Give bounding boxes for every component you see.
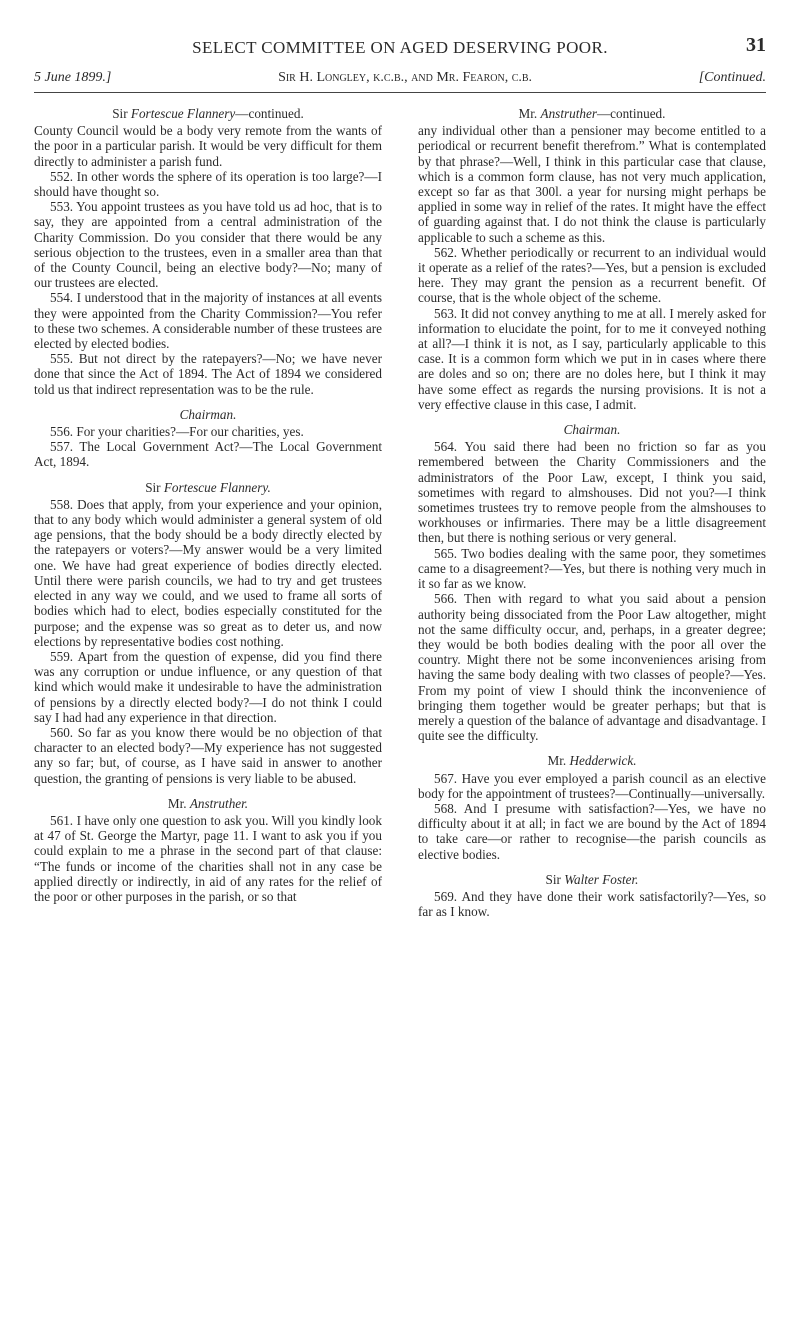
speaker-name: Fortescue Flannery [130,106,236,121]
testimony-paragraph: 559. Apart from the question of expense, did you find there was any corruption or undue influence, or any question of that kind which would make it undesirable to have the administration of pensions by a directly elected body?—I do not think I could say I had had any experience in that direction. [34,648,382,725]
testimony-paragraph: 569. And they have done their work satisfactorily?—Yes, so far as I know. [418,888,766,920]
running-head: SELECT COMMITTEE ON AGED DESERVING POOR. [192,38,608,57]
testimony-paragraph: 554. I understood that in the majority of instances at all events they were appointed from the Charity Commission?—You refer to these two schemes. A considerable number of these trustees are elected by elected bodies. [34,290,382,352]
right-column [418,106,766,919]
speaker-suffix: —continued. [596,106,666,121]
speaker-prefix: Sir [145,479,164,495]
testimony-paragraph: 562. Whether periodically or recurrent to an individual would it operate as a relief of the rates?—Yes, but a pension is excluded here. They may grant the pension as a recurrent benefit. Of course, that is the whole object of the scheme. [418,244,766,306]
speaker-suffix: —continued. [235,106,304,121]
testimony-paragraph: 558. Does that apply, from your experience and your opinion, that to any body which would administer a general system of old age pensions, that the body should be a body directly elected by the ratepayers or voters?—My answer would be a very limited one. We have had great experience of bodies directly elected. Until there were parish councils, we had to try and get trustees elected in any way we could, and we used to frame all sorts of bodies which had to elect, bodies especially constituted for the purpose; and the expense was so great as to deter us, and now elections by representative bodies cost nothing. [34,496,382,649]
page-number: 31 [746,34,766,56]
speaker-heading [34,480,382,495]
speaker-prefix: Sir [112,106,131,121]
testimony-paragraph: 555. But not direct by the ratepayers?—No; we have never done that since the Act of 1894. The Act of 1894 we considered told us that indirect representation was to be the rule. [34,351,382,397]
speaker-name: Walter Foster. [564,871,639,887]
speaker-name: Chairman. [563,422,621,438]
testimony-paragraph: 553. You appoint trustees as you have told us ad hoc, that is to say, they are appointed from a central administration of the Charity Commission. Do you consider that there would be any serious objection to the trustees, even in a smaller area than that of the County Council, being an elective body?—No; many of our trustees are elected. [34,199,382,291]
speaker-heading [418,753,766,768]
testimony-paragraph: 564. You said there had been no friction so far as you remembered between the Charity Commissioners and the administrators of the Poor Law, except, I think you said, sometimes with regard to almshouses. Did not you?—I think sometimes trustees try to remove people from the almshouses to workhouses or infirmaries. There may be a little disagreement then, but there is nothing serious or very general. [418,439,766,546]
speaker-name: Chairman. [179,406,237,422]
testimony-paragraph: 556. For your charities?—For our charities, yes. [50,424,304,440]
left-column [34,106,382,904]
testimony-paragraph: 563. It did not convey anything to me at all. I merely asked for information to elucidate the point, for to me it conveyed nothing at all?—I think it is not, as I say, particularly applicable to this case. It is a common form which we put in in cases where there are doles and so on; there are no doles here, but I think it may have some effect as regards the nursing provisions. It is not a very effective clause in this case, I admit. [418,305,766,412]
speaker-prefix: Mr. [167,795,190,811]
testimony-paragraph: 566. Then with regard to what you said about a pension authority being dissociated from the Poor Law altogether, might not the same difficulty occur, and, perhaps, in a greater degree; they would be both bodies dealing with the poor all over the country. Might there not be some inconveniences arising from having the same body dealing with two classes of people?—Yes. From my point of view I should think the inconvenience of bringing them together would be greater perhaps; but that is merely a question of the balance of advantage and disadvantage. I quite see the difficulty. [418,591,766,744]
testimony-paragraph: County Council would be a body very remote from the wants of the poor in a particular parish. It would be very difficult for them directly to administer a parish fund. [34,123,382,169]
speaker-heading [418,106,766,121]
header-rule [34,92,766,93]
speaker-heading [34,106,382,121]
speaker-name: Anstruther. [189,795,249,811]
speaker-name: Fortescue Flannery. [163,479,271,495]
testimony-paragraph: 568. And I presume with satisfaction?—Yes, we have no difficulty about it at all; in fact we are bound by the Act of 1894 to take care—or rather to recognise—the parish councils as elective bodies. [418,800,766,862]
speaker-heading [34,796,382,811]
speaker-name: Anstruther [540,106,597,121]
header-date: 5 June 1899.] [34,70,112,85]
testimony-paragraph: 552. In other words the sphere of its operation is too large?—I should have thought so. [34,168,382,200]
testimony-paragraph: 560. So far as you know there would be no objection of that character to an elected body?—My experience has not suggested any so far; but, of course, as I have said in answer to another question, the granting of pensions is very liable to be abused. [34,724,382,786]
testimony-paragraph: 557. The Local Government Act?—The Local Government Act, 1894. [34,439,382,470]
testimony-paragraph: 565. Two bodies dealing with the same poor, they sometimes came to a disagreement?—Yes, but there is nothing very much in it so far as we know. [418,545,766,592]
header-status: [Continued. [698,70,766,85]
speaker-heading [418,872,766,887]
testimony-paragraph: any individual other than a pensioner may become entitled to a periodical or recurrent benefit therefrom.” What is contemplated by that phrase?—Well, I think in this particular case that clause, which is a common form clause, has not very much application, except so far as that 300l. a year for nursing might perhaps be applied in some way in relief of the rates. It might have the effect of guarding against that. I do not think the clause is particularly applicable to such a scheme as this. [418,123,766,245]
speaker-heading [34,407,382,422]
testimony-paragraph: 567. Have you ever employed a parish council as an elective body for the appointment of trustees?—Continually—universally. [418,770,766,801]
speaker-name: Hedderwick. [569,753,637,769]
speaker-prefix: Sir [545,871,565,887]
header-line [34,70,766,86]
testimony-paragraph: 561. I have only one question to ask you. Will you kindly look at 47 of St. George the Martyr, page 11. I want to ask you if you could explain to me a phrase in the second part of that clause: “The funds or income of the charities shall not in any case be applied directly or indirectly, in aid of any rates for the relief of the poor or other purposes in the parish, or so that [34,812,382,904]
header-witnesses: Sir H. Longley, k.c.b., and Mr. Fearon, c.b. [278,70,533,85]
speaker-prefix: Mr. [518,106,541,121]
speaker-heading [418,422,766,437]
speaker-prefix: Mr. [547,753,570,769]
